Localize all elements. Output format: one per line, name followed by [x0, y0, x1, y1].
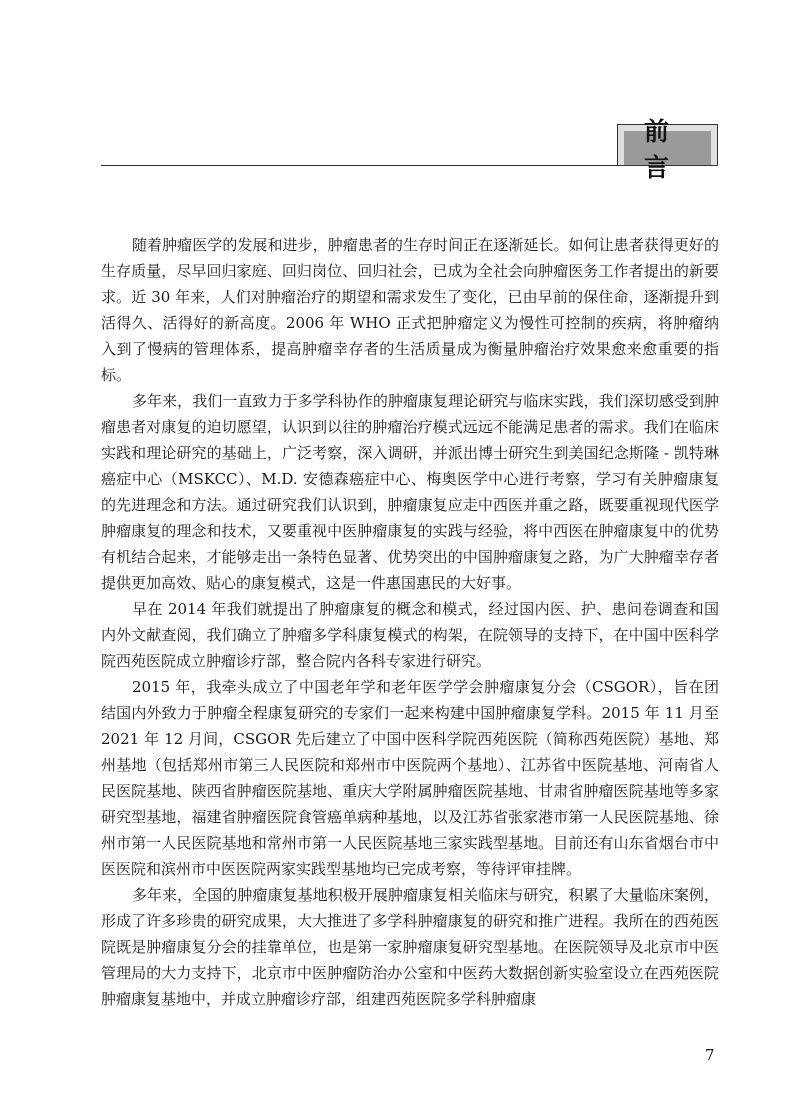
chapter-title: 前 言 [644, 117, 690, 182]
paragraph-4: 2015 年，我牵头成立了中国老年学和老年医学学会肿瘤康复分会（CSGOR），旨在团结国内外致力于肿瘤全程康复研究的专家们一起来构建中国肿瘤康复学科。2015 年 11 月至 2021 年 12 月间，CSGOR 先后建立了中国中医科学院西苑医院（简称西苑医院）基地、郑州基地（包括郑州市第三人民医院和郑州市中医院两个基地）、江苏省中医院基地、河南省人民医院基地、陕西省肿瘤医院基地、重庆大学附属肿瘤医院基地、甘肃省肿瘤医院基地等多家研究型基地，福建省肿瘤医院食管癌单病种基地，以及江苏省张家港市第一人民医院基地、徐州市第一人民医院基地和常州市第一人民医院基地三家实践型基地。目前还有山东省烟台市中医医院和滨州市中医医院两家实践型基地均已完成考察，等待评审挂牌。 [101, 678, 719, 878]
paragraph-1: 随着肿瘤医学的发展和进步，肿瘤患者的生存时间正在逐渐延长。如何让患者获得更好的生存质量，尽早回归家庭、回归岗位、回归社会，已成为全社会向肿瘤医务工作者提出的新要求。近 30 年来，人们对肿瘤治疗的期望和需求发生了变化，已由早前的保住命，逐渐提升到活得久、活得好的新高度。2006 年 WHO 正式把肿瘤定义为慢性可控制的疾病，将肿瘤纳入到了慢病的管理体系，提高肿瘤幸存者的生活质量成为衡量肿瘤治疗效果愈来愈重要的指标。 [101, 236, 719, 384]
body-text [101, 232, 719, 1012]
page-number: 7 [705, 1046, 715, 1064]
paragraph-5: 多年来，全国的肿瘤康复基地积极开展肿瘤康复相关临床与研究，积累了大量临床案例，形成了许多珍贵的研究成果，大大推进了多学科肿瘤康复的研究和推广进程。我所在的西苑医院既是肿瘤康复分会的挂靠单位，也是第一家肿瘤康复研究型基地。在医院领导及北京市中医管理局的大力支持下，北京市中医肿瘤防治办公室和中医药大数据创新实验室设立在西苑医院肿瘤康复基地中，并成立肿瘤诊疗部，组建西苑医院多学科肿瘤康 [101, 886, 719, 1008]
paragraph-2: 多年来，我们一直致力于多学科协作的肿瘤康复理论研究与临床实践，我们深切感受到肿瘤患者对康复的迫切愿望，认识到以往的肿瘤治疗模式远远不能满足患者的需求。我们在临床实践和理论研究的基础上，广泛考察，深入调研，并派出博士研究生到美国纪念斯隆 - 凯特琳癌症中心（MSKCC）、M.D. 安德森癌症中心、梅奥医学中心进行考察，学习有关肿瘤康复的先进理念和方法。通过研究我们认识到，肿瘤康复应走中西医并重之路，既要重视现代医学肿瘤康复的理念和技术，又要重视中医肿瘤康复的实践与经验，将中西医在肿瘤康复中的优势有机结合起来，才能够走出一条特色显著、优势突出的中国肿瘤康复之路，为广大肿瘤幸存者提供更加高效、贴心的康复模式，这是一件惠国惠民的大好事。 [101, 392, 719, 592]
chapter-title-box [617, 117, 718, 182]
paragraph-3: 早在 2014 年我们就提出了肿瘤康复的概念和模式，经过国内医、护、患问卷调查和国内外文献查阅，我们确立了肿瘤多学科康复模式的构架，在院领导的支持下，在中国中医科学院西苑医院成立肿瘤诊疗部，整合院内各科专家进行研究。 [101, 600, 719, 670]
chapter-title-inner [624, 117, 711, 182]
